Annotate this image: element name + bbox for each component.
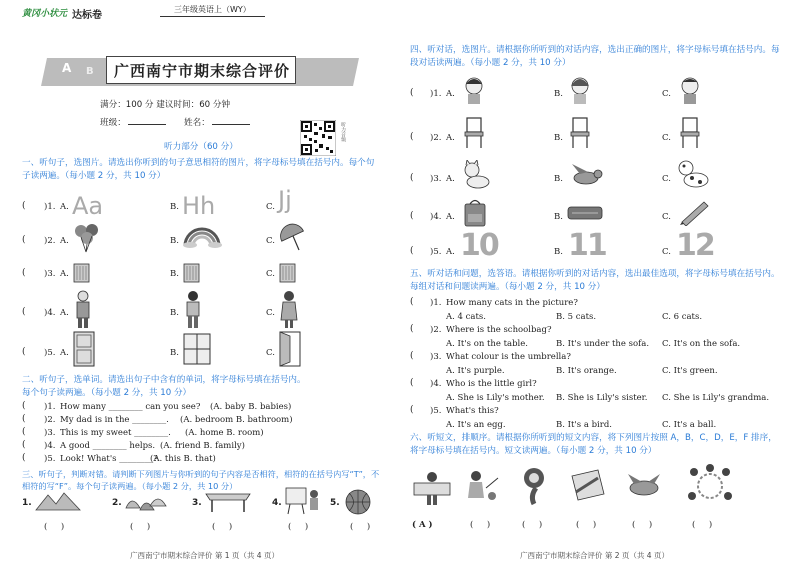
s5-q3-c: C. It's green. — [662, 366, 718, 376]
s4-q4-paren[interactable]: ( — [410, 211, 414, 221]
s4-q5-b: B. — [554, 247, 563, 257]
schoolbag-icon — [462, 198, 488, 228]
s5-q5-paren[interactable]: ( — [410, 405, 414, 415]
s2-q1-opts: (A. baby B. babies) — [210, 402, 292, 412]
s5-q3-num: )3. — [430, 352, 442, 362]
s5-q3-paren[interactable]: ( — [410, 351, 414, 361]
exam-title: 广西南宁市期末综合评价 — [114, 62, 291, 80]
s4-q2-c: C. — [662, 133, 671, 143]
s1-q1-b-letters: Hh — [182, 192, 216, 220]
window-icon — [182, 332, 212, 366]
s4-q3-a: A. — [446, 174, 455, 184]
boy-face-icon — [678, 76, 702, 106]
s1-q3-a: A. — [60, 269, 69, 279]
caps-icon — [124, 492, 168, 514]
s2-q5-paren[interactable]: ( — [22, 453, 26, 463]
s3-num-5: 5. — [330, 498, 340, 508]
s5-q3-b: B. It's orange. — [556, 366, 617, 376]
book-icon-2 — [182, 262, 202, 284]
qr-code[interactable] — [300, 120, 336, 156]
balloons-icon — [72, 222, 102, 254]
s5-q1-question: How many cats in the picture? — [446, 298, 578, 308]
exam-info: 满分：100 分 建议时间：60 分钟 — [100, 100, 231, 110]
s4-q5-paren[interactable]: ( — [410, 246, 414, 256]
s2-q2-num: )2. — [44, 415, 56, 425]
bird-icon — [566, 162, 608, 188]
s1-q4-c: C. — [266, 308, 275, 318]
s1-q1-a-letters: Aa — [72, 192, 104, 220]
s4-q3-c: C. — [662, 174, 671, 184]
qr-note: 听力音频 — [340, 122, 346, 142]
section5-title — [410, 268, 782, 294]
listening-title: 听力部分（60 分） — [164, 142, 238, 152]
s2-q2-opts: (A. bedroom B. bathroom) — [180, 415, 293, 425]
s2-q3-num: )3. — [44, 428, 56, 438]
s6-answer-1-value: A — [418, 520, 426, 530]
s6-paren-6[interactable]: ( ) — [692, 520, 713, 530]
section2-score: （每小题 2 分，共 10 分） — [90, 388, 192, 398]
girl-face-icon — [462, 76, 486, 106]
section6-title — [410, 432, 782, 458]
s2-q4-num: )4. — [44, 441, 56, 451]
s5-q2-paren[interactable]: ( — [410, 324, 414, 334]
s1-q3-c: C. — [266, 269, 275, 279]
s5-q4-question: Who is the little girl? — [446, 379, 537, 389]
s5-q3-a: A. It's purple. — [446, 366, 505, 376]
section5-instruction: 五、听对话和问题，选答语。请根据你听到的对话内容，选出最佳选项，将字母标号填在括号内。每组对话和问题读两遍。 — [410, 269, 780, 292]
s4-q3-b: B. — [554, 174, 563, 184]
s5-q4-c: C. She is Lily's grandma. — [662, 393, 770, 403]
section3-instruction: 三、听句子，判断对错。请判断下列图片与你听到的句子内容是否相符，相符的在括号内写“T”，不相符的写“F”。每个句子读两遍。 — [22, 469, 380, 491]
s4-q1-a: A. — [446, 89, 455, 99]
s1-q4-paren[interactable]: ( — [22, 307, 26, 317]
s2-q3-text: This is my sweet ________. — [60, 428, 171, 438]
s3-num-4: 4. — [272, 498, 282, 508]
page-right — [400, 0, 800, 569]
brand-logo: 黄冈小状元 — [22, 9, 68, 19]
s5-q4-b: B. She is Lily's sister. — [556, 393, 648, 403]
s5-q1-c: C. 6 cats. — [662, 312, 703, 322]
grandpa-icon — [72, 290, 94, 330]
s4-q2-b: B. — [554, 133, 563, 143]
s5-q4-a: A. She is Lily's mother. — [446, 393, 545, 403]
s4-q2-paren[interactable]: ( — [410, 132, 414, 142]
s1-q1-b: B. — [170, 202, 179, 212]
s5-q5-a: A. It's an egg. — [446, 420, 506, 430]
s1-q3-b: B. — [170, 269, 179, 279]
door-closed-icon — [72, 330, 96, 368]
boy-icon — [182, 290, 204, 330]
section6-score: （每小题 2 分，共 10 分） — [556, 446, 657, 456]
s6-paren-5[interactable]: ( ) — [632, 520, 653, 530]
s2-q4-paren[interactable]: ( — [22, 440, 26, 450]
s6-paren-3[interactable]: ( ) — [522, 520, 543, 530]
s4-q4-c: C. — [662, 212, 671, 222]
section3-score: （每小题 2 分，共 10 分） — [141, 481, 238, 491]
boy-sign-icon — [410, 470, 454, 506]
s3-paren-5[interactable]: ( ) — [350, 522, 371, 532]
s6-paren-4[interactable]: ( ) — [576, 520, 597, 530]
s1-q1-paren[interactable]: ( — [22, 201, 26, 211]
s5-q2-c: C. It's on the sofa. — [662, 339, 741, 349]
s1-q5-b: B. — [170, 348, 179, 358]
s4-q2-num: )2. — [430, 133, 442, 143]
table-icon — [202, 488, 254, 514]
mountains-icon — [34, 490, 82, 512]
s3-num-2: 2. — [112, 498, 122, 508]
s6-answer-1[interactable]: ( A ) — [412, 520, 433, 530]
rainbow-icon — [182, 226, 222, 248]
bird-toy-icon — [624, 470, 664, 502]
s5-q1-num: )1. — [430, 298, 442, 308]
door-open-icon — [278, 330, 304, 368]
basketball-icon — [344, 488, 372, 516]
footer-left: 广西南宁市期末综合评价 第 1 页（共 4 页） — [130, 551, 279, 560]
s2-q5-text: Look! What's ________? — [60, 454, 158, 464]
s5-q2-num: )2. — [430, 325, 442, 335]
dog-icon — [676, 158, 710, 190]
section2-instruction-2: 每个句子读两遍。 — [22, 388, 91, 398]
s5-q5-c: C. It's a ball. — [662, 420, 717, 430]
s1-q2-num: )2. — [44, 236, 56, 246]
s4-q2-a: A. — [446, 133, 455, 143]
girl-easel-icon — [282, 486, 322, 516]
section1-title — [22, 157, 378, 183]
section2-title: 二、听句子，选单词。请选出句子中含有的单词，将字母标号填在括号内。 — [22, 375, 306, 385]
s1-q5-paren[interactable]: ( — [22, 347, 26, 357]
s5-q4-num: )4. — [430, 379, 442, 389]
section1-instruction: 一、听句子，选图片。请选出你听到的句子意思相符的图片，将字母标号填在括号内。每个句子读两遍。 — [22, 158, 375, 181]
pencil-box-icon — [566, 204, 604, 222]
ruler-book-icon — [568, 468, 608, 504]
s1-q4-a: A. — [60, 308, 69, 318]
section4-instruction: 四、听对话，选图片。请根据你所听到的对话内容，选出正确的图片，将字母标号填在括号内。每段对话读两遍。 — [410, 45, 780, 68]
chair-icon — [462, 116, 486, 150]
s4-q1-num: )1. — [430, 89, 442, 99]
book-icon-3 — [278, 262, 298, 284]
class-label: 班级： — [100, 118, 126, 128]
s2-q5-num: )5. — [44, 454, 56, 464]
name-field[interactable] — [212, 124, 250, 125]
s4-q4-b: B. — [554, 212, 563, 222]
woman-icon — [278, 290, 300, 330]
section1-score: （每小题 2 分，共 10 分） — [64, 171, 166, 181]
s1-q2-b: B. — [170, 236, 179, 246]
s2-q3-opts: (A. home B. room) — [185, 428, 264, 438]
name-label: 姓名： — [184, 118, 210, 128]
s1-q5-c: C. — [266, 348, 275, 358]
section4-title — [410, 44, 782, 70]
s4-q1-b: B. — [554, 89, 563, 99]
s1-q5-num: )5. — [44, 348, 56, 358]
footer-right: 广西南宁市期末综合评价 第 2 页（共 4 页） — [520, 551, 669, 560]
s2-q2-text: My dad is in the ________. — [60, 415, 169, 425]
pencil-icon — [678, 198, 712, 226]
s2-q1-num: )1. — [44, 402, 56, 412]
section4-score: （每小题 2 分，共 10 分） — [470, 58, 571, 68]
s3-paren-3[interactable]: ( ) — [212, 522, 233, 532]
s6-paren-2[interactable]: ( ) — [470, 520, 491, 530]
s4-q5-c: C. — [662, 247, 671, 257]
number-12: 12 — [676, 228, 714, 263]
s4-q5-a: A. — [446, 247, 455, 257]
banner-letter-a: A — [62, 61, 72, 75]
s3-paren-1[interactable]: ( ) — [44, 522, 65, 532]
s1-q1-c: C. — [266, 202, 275, 212]
s2-q1-text: How many ________ can you see? — [60, 402, 201, 412]
chair-icon-3 — [678, 116, 702, 150]
s5-q1-paren[interactable]: ( — [410, 297, 414, 307]
s1-q2-paren[interactable]: ( — [22, 235, 26, 245]
s5-q4-paren[interactable]: ( — [410, 378, 414, 388]
s2-q3-paren[interactable]: ( — [22, 427, 26, 437]
s5-q5-num: )5. — [430, 406, 442, 416]
number-10: 10 — [460, 228, 498, 263]
s1-q1-c-letters: Jj — [278, 186, 292, 214]
grade-label: 三年级英语上（WY） — [160, 4, 265, 17]
section6-instruction: 六、听短文，排顺序。请根据你所听到的短文内容，将下列图片按照 A，B，C，D，E，F 排序，将字母标号填在括号内。短文读两遍。 — [410, 433, 777, 456]
s1-q3-paren[interactable]: ( — [22, 268, 26, 278]
number-11: 11 — [568, 228, 606, 263]
s1-q2-c: C. — [266, 236, 275, 246]
s2-q4-opts: (A. friend B. family) — [160, 441, 245, 451]
s4-q3-paren[interactable]: ( — [410, 173, 414, 183]
s2-q5-opts: (A. this B. that) — [150, 454, 216, 464]
s1-q1-a: A. — [60, 202, 69, 212]
s2-q1-paren[interactable]: ( — [22, 401, 26, 411]
s5-q5-b: B. It's a bird. — [556, 420, 612, 430]
s1-q4-b: B. — [170, 308, 179, 318]
s2-q2-paren[interactable]: ( — [22, 414, 26, 424]
class-field[interactable] — [128, 124, 166, 125]
section5-score: （每小题 2 分，共 10 分） — [504, 282, 605, 292]
s3-paren-2[interactable]: ( ) — [130, 522, 151, 532]
s3-num-1: 1. — [22, 498, 32, 508]
s4-q1-c: C. — [662, 89, 671, 99]
s1-q3-num: )3. — [44, 269, 56, 279]
s3-num-3: 3. — [192, 498, 202, 508]
s1-q5-a: A. — [60, 348, 69, 358]
s4-q1-paren[interactable]: ( — [410, 88, 414, 98]
kids-drawing-icon — [464, 468, 502, 506]
toy-number-icon — [516, 466, 552, 506]
s5-q1-a: A. 4 cats. — [446, 312, 486, 322]
s4-q5-num: )5. — [430, 247, 442, 257]
s4-q3-num: )3. — [430, 174, 442, 184]
banner-letter-b: B — [86, 66, 94, 77]
girl-face-icon-2 — [568, 76, 592, 106]
series-label: 达标卷 — [72, 10, 102, 21]
s1-q2-a: A. — [60, 236, 69, 246]
cat-icon — [460, 160, 492, 190]
kids-circle-icon — [680, 462, 740, 508]
s5-q5-question: What's this? — [446, 406, 499, 416]
s5-q3-question: What colour is the umbrella? — [446, 352, 571, 362]
s3-paren-4[interactable]: ( ) — [288, 522, 309, 532]
s1-q1-num: )1. — [44, 202, 56, 212]
section2-title-line2 — [22, 386, 191, 398]
chair-icon-2 — [568, 116, 592, 150]
s1-q4-num: )4. — [44, 308, 56, 318]
s5-q1-b: B. 5 cats. — [556, 312, 597, 322]
s4-q4-num: )4. — [430, 212, 442, 222]
s5-q2-a: A. It's on the table. — [446, 339, 529, 349]
umbrella-icon — [278, 222, 308, 252]
s4-q4-a: A. — [446, 212, 455, 222]
book-icon — [72, 262, 92, 284]
s2-q4-text: A good ________ helps. — [60, 441, 156, 451]
s5-q2-b: B. It's under the sofa. — [556, 339, 650, 349]
s5-q2-question: Where is the schoolbag? — [446, 325, 552, 335]
